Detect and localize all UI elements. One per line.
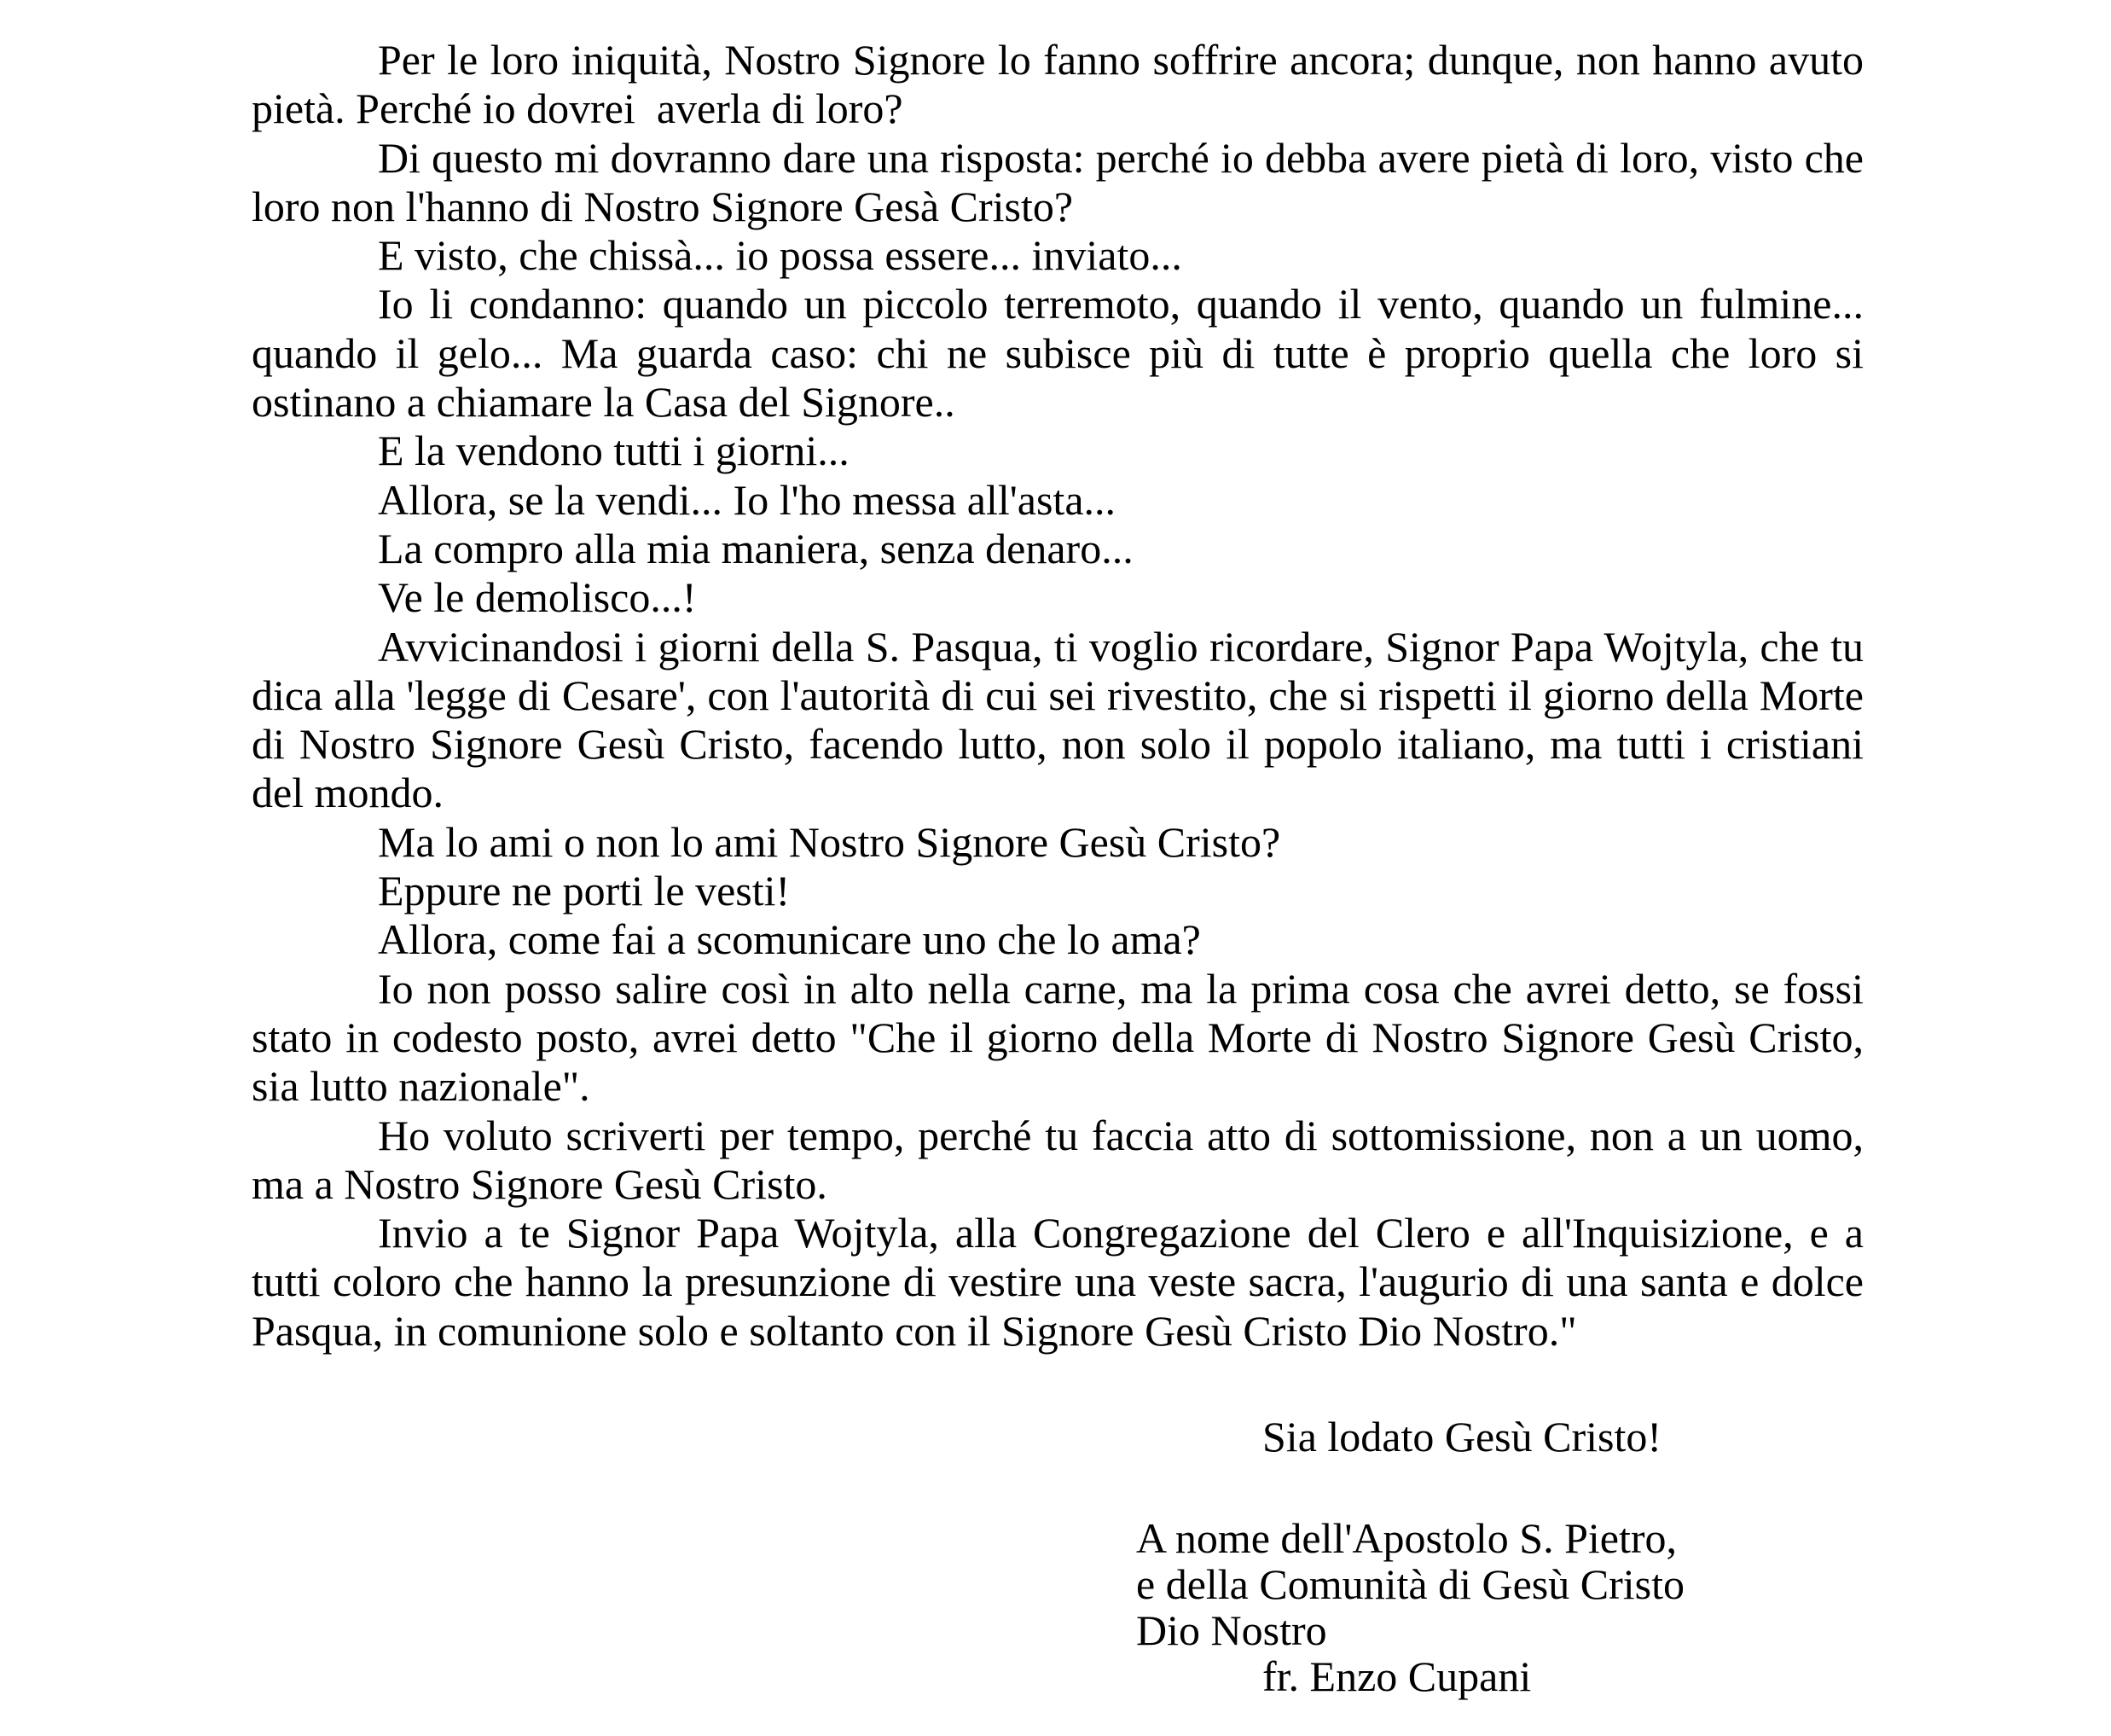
letter-body <box>252 36 1875 1356</box>
paragraph: Eppure ne porti le vesti! <box>378 867 791 915</box>
paragraph: Invio a te Signor Papa Wojtyla, alla Congregazione del Clero e all'Inquisizione, e a tutti coloro che hanno la presunzione di vestire una veste sacra, l'augurio di una santa e dolce Pasqua, in comunione solo e soltanto con il Signore Gesù Cristo Dio Nostro." <box>252 1209 1875 1355</box>
paragraph: Avvicinandosi i giorni della S. Pasqua, ti voglio ricordare, Signor Papa Wojtyla, che tu dica alla 'legge di Cesare', con l'autorità di cui sei rivestito, che si rispetti il giorno della Morte di Nostro Signore Gesù Cristo, facendo lutto, non solo il popolo italiano, ma tutti i cristiani del mondo. <box>252 622 1875 817</box>
paragraph: Io li condanno: quando un piccolo terremoto, quando il vento, quando un fulmine... quando il gelo... Ma guarda caso: chi ne subisce più di tutte è proprio quella che loro si ostinano a chiamare la Casa del Signore.. <box>252 280 1875 427</box>
paragraph: Per le loro iniquità, Nostro Signore lo fanno soffrire ancora; dunque, non hanno avuto pietà. Perché io dovrei averla di loro? <box>252 36 1875 133</box>
paragraph: Di questo mi dovranno dare una risposta: perché io debba avere pietà di loro, visto che loro non l'hanno di Nostro Signore Gesà Cristo? <box>252 133 1875 230</box>
signer-name: fr. Enzo Cupani <box>1262 1652 1532 1700</box>
paragraph: E visto, che chissà... io possa essere... inviato... <box>378 231 1182 280</box>
signature-line: Dio Nostro <box>1136 1606 1327 1654</box>
paragraph: Allora, come fai a scomunicare uno che lo ama? <box>378 915 1201 964</box>
paragraph: Allora, se la vendi... Io l'ho messa all'asta... <box>378 475 1116 524</box>
paragraph: Ho voluto scriverti per tempo, perché tu faccia atto di sottomissione, non a un uomo, ma a Nostro Signore Gesù Cristo. <box>252 1111 1875 1208</box>
signature-line: A nome dell'Apostolo S. Pietro, <box>1136 1514 1678 1562</box>
paragraph: La compro alla mia maniera, senza denaro... <box>378 524 1134 572</box>
paragraph: E la vendono tutti i giorni... <box>378 427 850 475</box>
signature-block <box>1136 1515 1685 1699</box>
paragraph: Ma lo ami o non lo ami Nostro Signore Gesù Cristo? <box>378 817 1281 866</box>
paragraph: Ve le demolisco...! <box>378 573 697 622</box>
paragraph: Io non posso salire così in alto nella carne, ma la prima cosa che avrei detto, se fossi stato in codesto posto, avrei detto "Che il giorno della Morte di Nostro Signore Gesù Cristo, sia lutto nazionale". <box>252 964 1875 1111</box>
praise-line: Sia lodato Gesù Cristo! <box>1262 1413 1662 1460</box>
signature-line: e della Comunità di Gesù Cristo <box>1136 1560 1685 1608</box>
